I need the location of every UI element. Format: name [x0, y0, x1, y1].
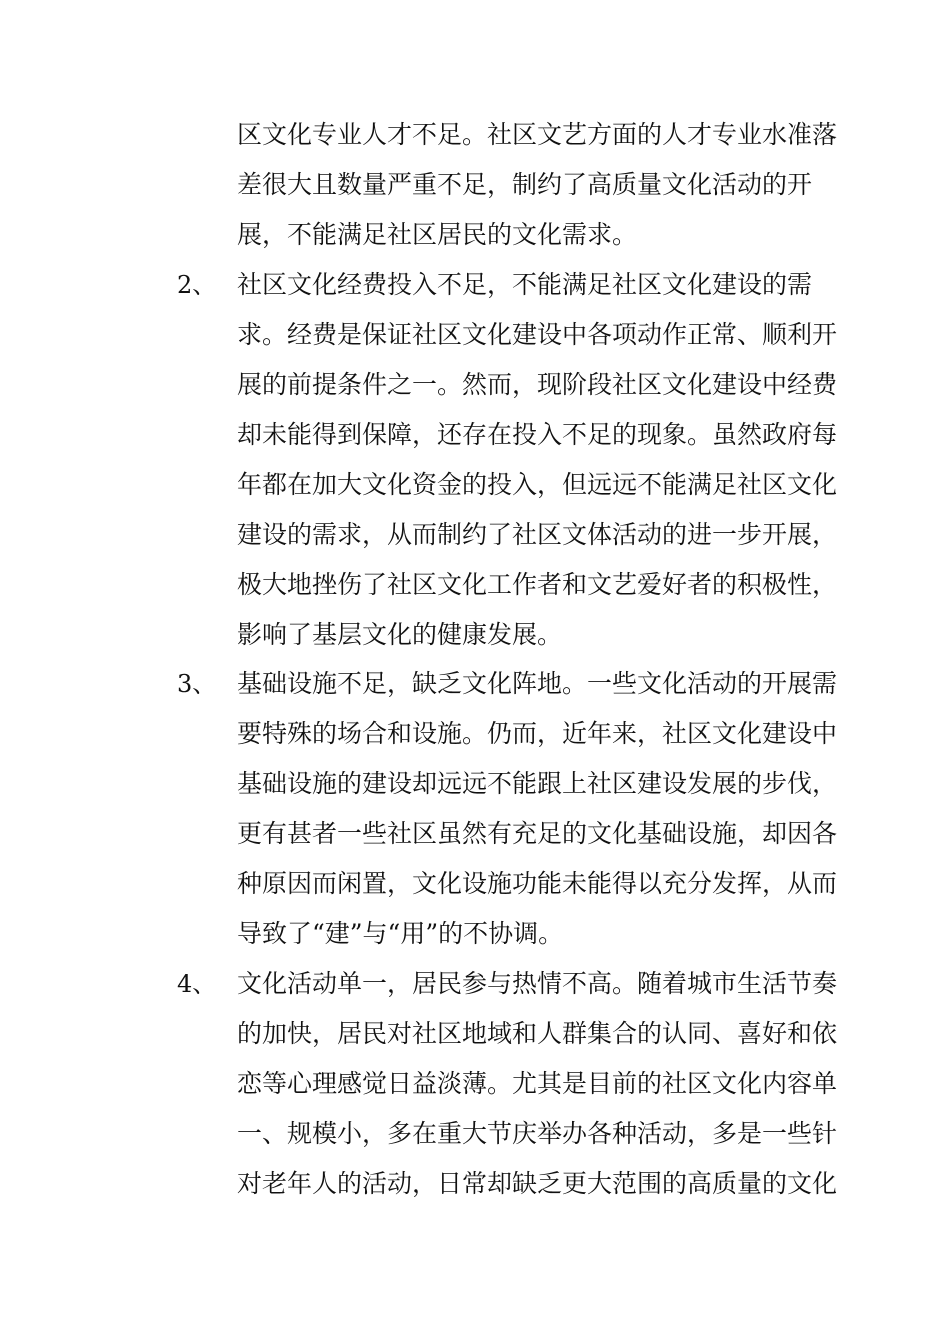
- text-line: 对老年人的活动，日常却缺乏更大范围的高质量的文化: [237, 1169, 838, 1198]
- text-line: 文化活动单一，居民参与热情不高。随着城市生活节奏: [237, 969, 838, 998]
- text-line: 种原因而闲置，文化设施功能未能得以充分发挥，从而: [237, 869, 838, 898]
- text-line: 却未能得到保障，还存在投入不足的现象。虽然政府每: [237, 420, 838, 449]
- text-line: 基础设施的建设却远远不能跟上社区建设发展的步伐，: [237, 769, 838, 798]
- text-line: 恋等心理感觉日益淡薄。尤其是目前的社区文化内容单: [237, 1069, 838, 1098]
- text-line: 社区文化经费投入不足，不能满足社区文化建设的需: [237, 270, 813, 299]
- text-line: 的加快，居民对社区地域和人群集合的认同、喜好和依: [237, 1019, 838, 1048]
- text-line: 导致了“建”与“用”的不协调。: [237, 919, 564, 948]
- text-line: 差很大且数量严重不足，制约了高质量文化活动的开: [237, 170, 813, 199]
- text-line: 区文化专业人才不足。社区文艺方面的人才专业水准落: [237, 120, 838, 149]
- text-line: 建设的需求，从而制约了社区文体活动的进一步开展，: [237, 520, 838, 549]
- text-line: 求。经费是保证社区文化建设中各项动作正常、顺利开: [237, 320, 838, 349]
- text-line: 展，不能满足社区居民的文化需求。: [237, 220, 638, 249]
- list-number: 2、: [177, 271, 217, 299]
- text-line: 要特殊的场合和设施。仍而，近年来，社区文化建设中: [237, 719, 838, 748]
- list-number: 3、: [177, 670, 217, 698]
- text-line: 极大地挫伤了社区文化工作者和文艺爱好者的积极性，: [237, 570, 838, 599]
- text-line: 展的前提条件之一。然而，现阶段社区文化建设中经费: [237, 370, 838, 399]
- text-line: 年都在加大文化资金的投入，但远远不能满足社区文化: [237, 470, 838, 499]
- text-line: 更有甚者一些社区虽然有充足的文化基础设施，却因各: [237, 819, 838, 848]
- text-line: 基础设施不足，缺乏文化阵地。一些文化活动的开展需: [237, 669, 838, 698]
- list-number: 4、: [177, 970, 217, 998]
- text-line: 一、规模小，多在重大节庆举办各种活动，多是一些针: [237, 1119, 838, 1148]
- text-line: 影响了基层文化的健康发展。: [237, 620, 563, 649]
